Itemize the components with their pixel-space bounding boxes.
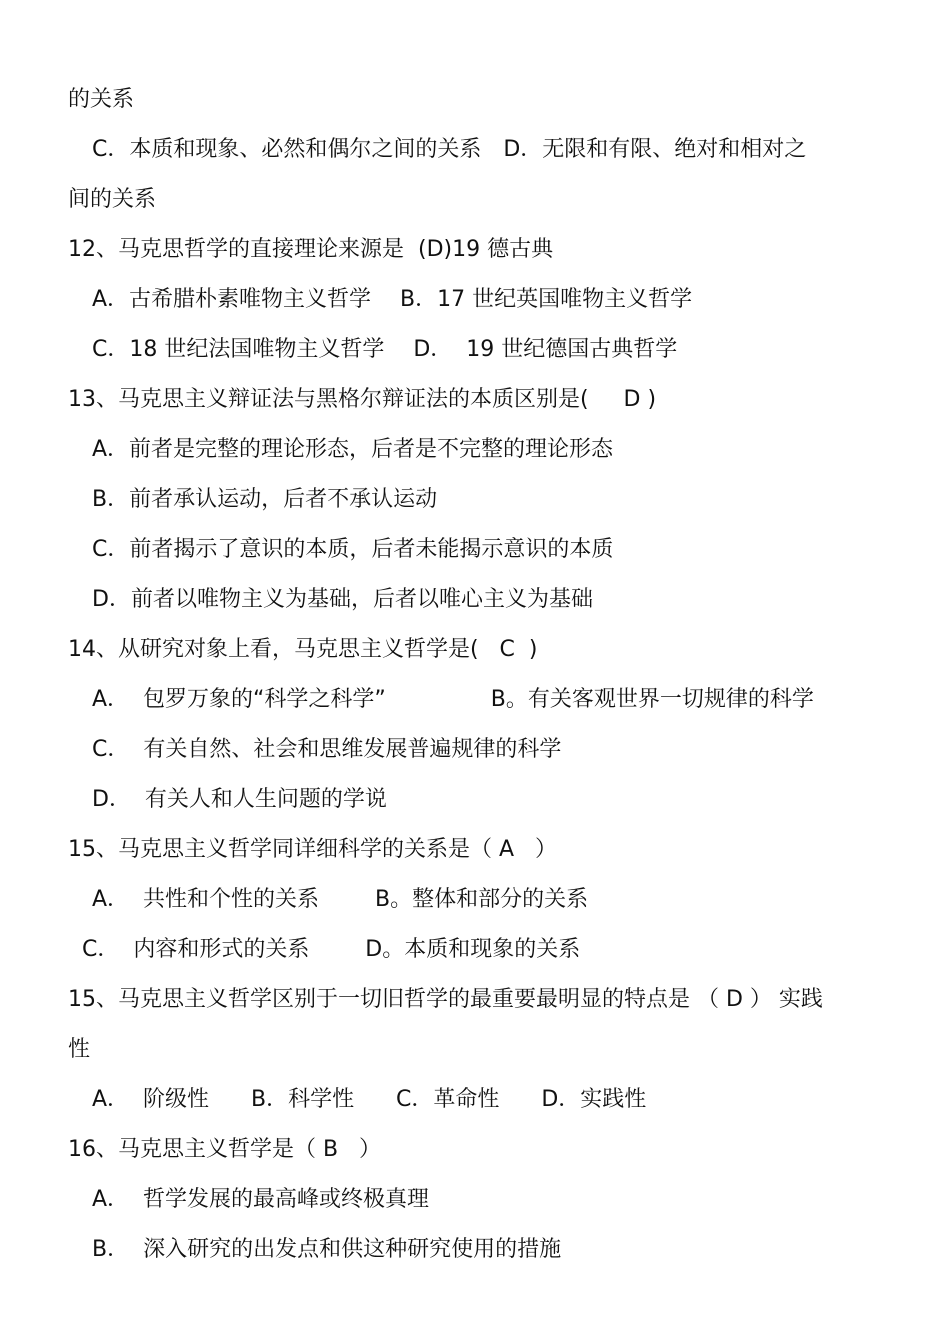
option-line: A．古希腊朴素唯物主义哲学 B．17 世纪英国唯物主义哲学 [92,287,693,312]
text-line: 间的关系 [68,187,157,212]
option-line: D．前者以唯物主义为基础，后者以唯心主义为基础 [92,587,593,612]
option-line: C．前者揭示了意识的本质，后者未能揭示意识的本质 [92,537,614,562]
option-line: B．前者承认运动，后者不承认运动 [92,487,438,512]
option-line: B． 深入研究的出发点和供这种研究使用的措施 [92,1237,562,1262]
option-line: A． 共性和个性的关系 B。整体和部分的关系 [92,887,589,912]
question-line: 13、马克思主义辩证法与黑格尔辩证法的本质区别是( D ) [68,387,657,412]
text-line: 性 [68,1037,91,1062]
option-line: A． 包罗万象的“科学之科学” B。有关客观世界一切规律的科学 [92,687,814,712]
option-line: C．本质和现象、必然和偶尔之间的关系 D．无限和有限、绝对和相对之 [92,137,807,162]
text-line: 的关系 [68,87,135,112]
option-line: C．18 世纪法国唯物主义哲学 D． 19 世纪德国古典哲学 [92,337,678,362]
option-line: C． 内容和形式的关系 D。本质和现象的关系 [82,937,581,962]
option-line: A． 哲学发展的最高峰或终极真理 [92,1187,430,1212]
option-line: A．前者是完整的理论形态，后者是不完整的理论形态 [92,437,614,462]
question-line: 14、从研究对象上看，马克思主义哲学是( C ) [68,637,538,662]
question-line: 15、马克思主义哲学同详细科学的关系是（ A ） [68,837,558,862]
option-line: A． 阶级性 B．科学性 C．革命性 D．实践性 [92,1087,647,1112]
question-line: 15、马克思主义哲学区别于一切旧哲学的最重要最明显的特点是 （ D ） 实践 [68,987,823,1012]
question-line: 12、马克思哲学的直接理论来源是 (D)19 德古典 [68,237,554,262]
option-line: C． 有关自然、社会和思维发展普遍规律的科学 [92,737,562,762]
question-line: 16、马克思主义哲学是（ B ） [68,1137,382,1162]
option-line: D． 有关人和人生问题的学说 [92,787,387,812]
